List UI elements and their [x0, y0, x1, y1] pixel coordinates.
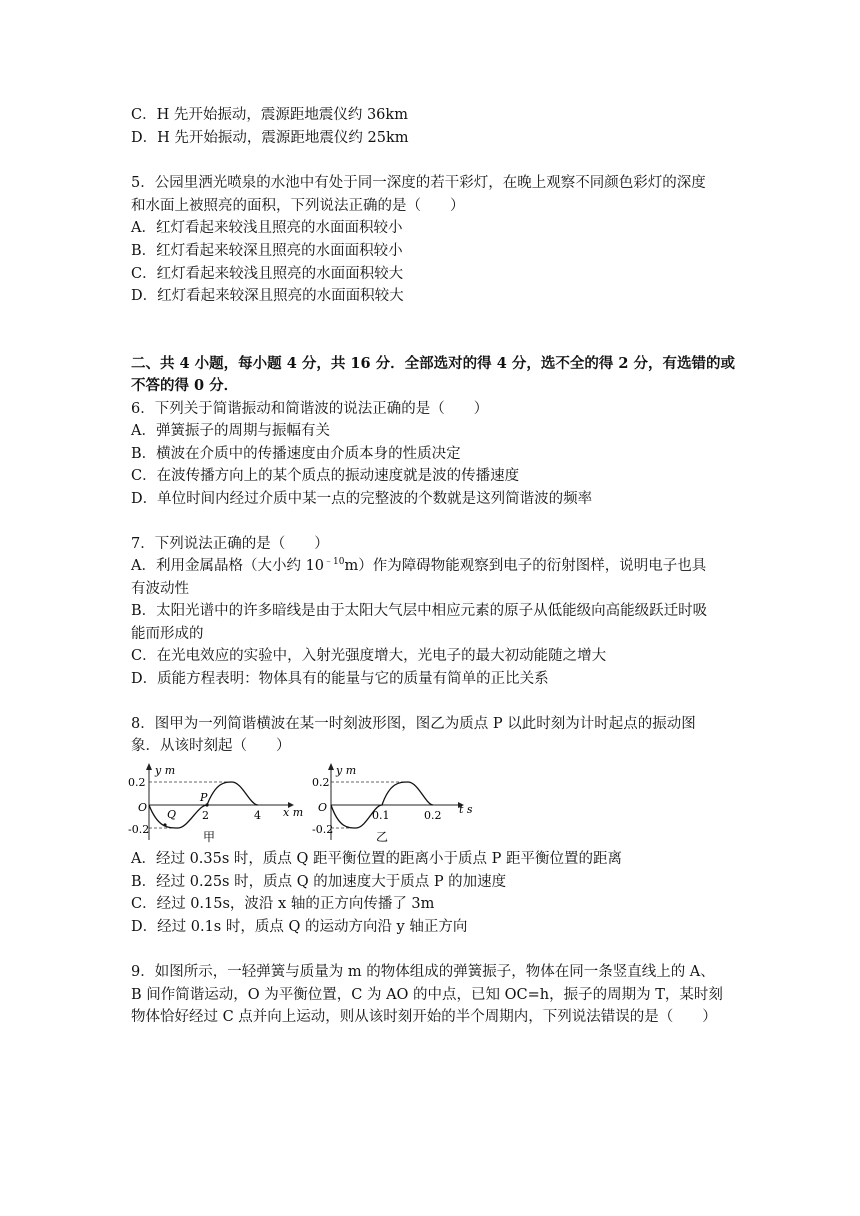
q8-option-b: B．经过 0.25s 时，质点 Q 的加速度大于质点 P 的加速度: [131, 874, 507, 890]
y-tick-top: 0.2: [128, 776, 146, 789]
origin-label: O: [318, 801, 328, 814]
q9-stem-line3: 物体恰好经过 C 点并向上运动，则从该时刻开始的半个周期内，下列说法错误的是（ ）: [131, 1009, 717, 1025]
q8-wave-figure-jia: [128, 760, 308, 846]
t-tick-0-2: 0.2: [424, 809, 442, 822]
y-axis-label: y m: [336, 764, 357, 777]
x-tick-2: 2: [202, 809, 209, 822]
t-axis-label: t s: [459, 803, 473, 816]
q5-stem-line1: 5．公园里洒光喷泉的水池中有处于同一深度的若干彩灯，在晚上观察不同颜色彩灯的深度: [131, 175, 706, 191]
y-tick-bottom: -0.2: [128, 823, 150, 836]
q8-stem-line2: 象．从该时刻起（ ）: [131, 738, 291, 754]
q4-option-c: C．H 先开始振动，震源距地震仪约 36km: [131, 107, 408, 123]
origin-label: O: [138, 801, 148, 814]
q7-option-c: C．在光电效应的实验中，入射光强度增大，光电子的最大初动能随之增大: [131, 648, 607, 664]
q8-option-a: A．经过 0.35s 时，质点 Q 距平衡位置的距离小于质点 P 距平衡位置的距离: [131, 851, 622, 867]
figure-caption-jia: 甲: [203, 830, 216, 844]
q7-option-a-post: m）作为障碍物能观察到电子的衍射图样，说明电子也具: [344, 558, 707, 574]
point-p-label: P: [200, 791, 208, 804]
q7-option-d: D．质能方程表明：物体具有的能量与它的质量有简单的正比关系: [131, 671, 549, 687]
y-axis-label: y m: [155, 764, 176, 777]
section2-heading-line2: 不答的得 0 分．: [131, 377, 239, 394]
section2-heading-line1: 二、共 4 小题，每小题 4 分，共 16 分．全部选对的得 4 分，选不全的得 2 分，有选错的或: [131, 355, 736, 372]
q8-option-d: D．经过 0.1s 时，质点 Q 的运动方向沿 y 轴正方向: [131, 919, 468, 935]
q7-option-a-line1: [131, 556, 706, 576]
x-axis-label: x m: [283, 806, 304, 819]
q7-option-a-line2: 有波动性: [131, 581, 189, 597]
q8-stem-line1: 8．图甲为一列简谐横波在某一时刻波形图，图乙为质点 P 以此时刻为计时起点的振动图: [131, 716, 696, 732]
q7-option-b-line1: B．太阳光谱中的许多暗线是由于太阳大气层中相应元素的原子从低能级向高能级跃迁时吸: [131, 603, 708, 619]
q5-option-a: A．红灯看起来较浅且照亮的水面面积较小: [131, 220, 403, 236]
q7-option-b-line2: 能而形成的: [131, 626, 204, 642]
q5-option-c: C．红灯看起来较浅且照亮的水面面积较大: [131, 266, 404, 282]
point-q-label: Q: [167, 808, 177, 821]
q6-option-d: D．单位时间内经过介质中某一点的完整波的个数就是这列简谐波的频率: [131, 491, 593, 507]
q6-option-a: A．弹簧振子的周期与振幅有关: [131, 423, 330, 439]
q6-option-c: C．在波传播方向上的某个质点的振动速度就是波的传播速度: [131, 468, 520, 484]
y-axis-arrow: [328, 763, 334, 770]
q4-option-d: D．H 先开始振动，震源距地震仪约 25km: [131, 130, 409, 146]
y-tick-top: 0.2: [312, 776, 330, 789]
q5-option-d: D．红灯看起来较深且照亮的水面面积较大: [131, 288, 404, 304]
t-tick-0-1: 0.1: [372, 809, 390, 822]
q5-option-b: B．红灯看起来较深且照亮的水面面积较小: [131, 243, 403, 259]
q9-stem-line2: B 间作简谐运动，O 为平衡位置，C 为 AO 的中点，已知 OC=h，振子的周期为 T，某时刻: [131, 987, 723, 1003]
y-axis-arrow: [146, 763, 152, 770]
x-tick-4: 4: [254, 809, 261, 822]
point-q-dot: [163, 823, 166, 826]
q6-stem: 6．下列关于简谐振动和简谐波的说法正确的是（ ）: [131, 401, 489, 417]
q6-option-b: B．横波在介质中的传播速度由介质本身的性质决定: [131, 446, 461, 462]
q8-vibration-figure-yi: [312, 760, 482, 846]
q9-stem-line1: 9．如图所示，一轻弹簧与质量为 m 的物体组成的弹簧振子，物体在同一条竖直线上的 A、: [131, 964, 715, 980]
figure-caption-yi: 乙: [376, 830, 389, 844]
q7-stem: 7．下列说法正确的是（ ）: [131, 536, 329, 552]
q7-option-a-exponent: ﹣10: [324, 557, 345, 568]
y-tick-bottom: -0.2: [312, 823, 334, 836]
q8-option-c: C．经过 0.15s，波沿 x 轴的正方向传播了 3m: [131, 896, 435, 912]
q7-option-a-pre: A．利用金属晶格（大小约 10: [131, 558, 325, 574]
q5-stem-line2: 和水面上被照亮的面积，下列说法正确的是（ ）: [131, 198, 465, 214]
